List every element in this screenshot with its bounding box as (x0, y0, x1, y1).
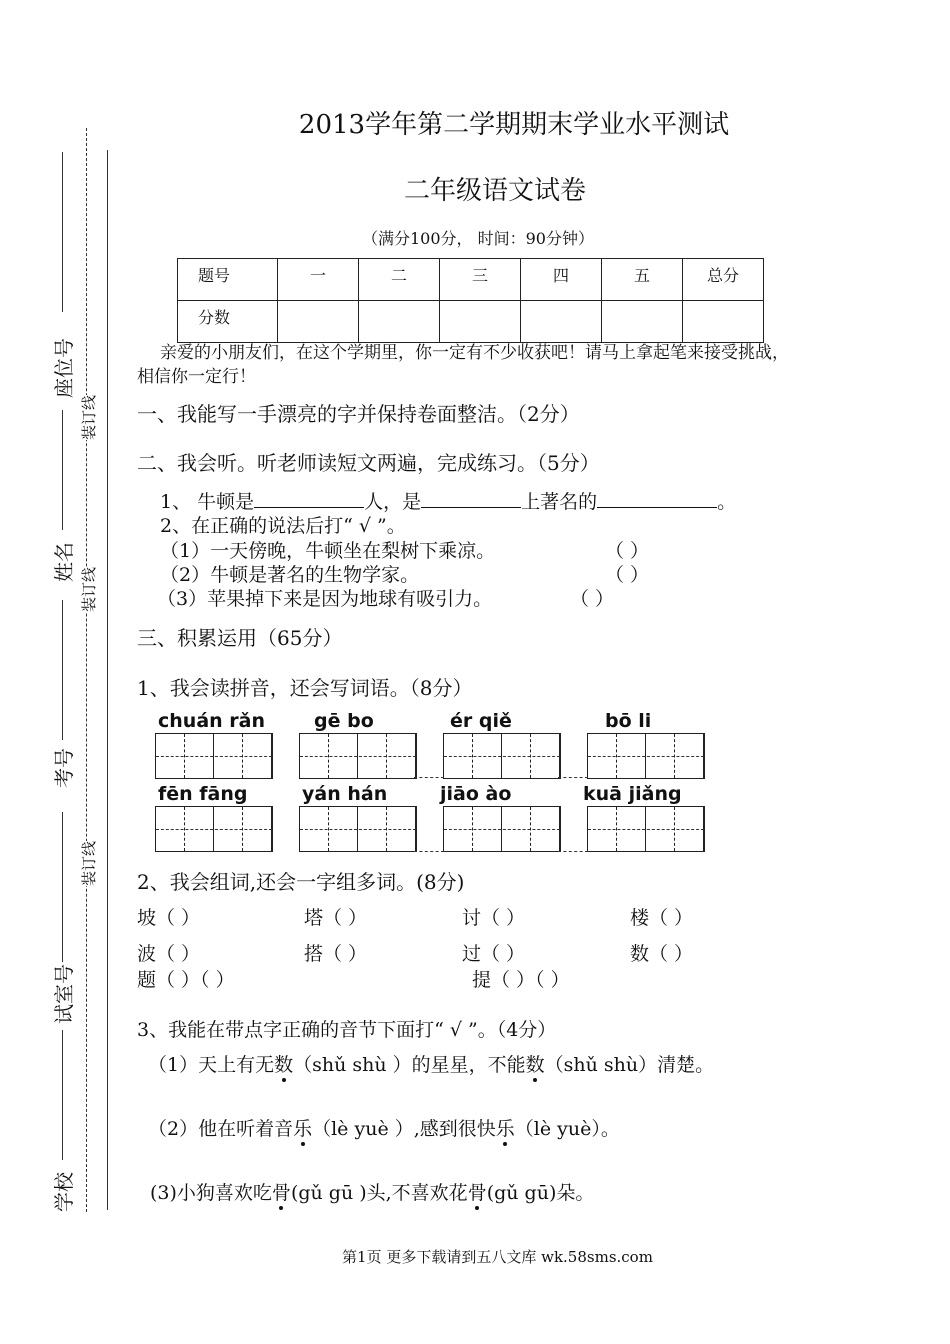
writing-grid[interactable] (443, 806, 561, 852)
section-2-q1 (160, 487, 736, 514)
q3-sentence-2 (148, 1114, 620, 1141)
score-entry-cell[interactable] (683, 301, 764, 343)
exam-title: 2013学年第二学期期末学业水平测试 (298, 110, 730, 140)
score-table-cell: 总分 (683, 259, 764, 301)
intro-line-1: 亲爱的小朋友们，在这个学期里，你一定有不少收获吧！请马上拿起笔来接受挑战， (160, 343, 789, 363)
statement-2-answer[interactable]: （ ） (605, 564, 650, 586)
statement-1: （1）一天傍晚，牛顿坐在梨树下乘凉。 (160, 540, 496, 562)
grid-joiner (558, 851, 588, 852)
dotted-char: 骨 (467, 1182, 487, 1204)
score-entry-cell[interactable] (521, 301, 602, 343)
exam-info: （满分100分， 时间：90分钟） (362, 229, 594, 248)
score-entry-cell[interactable] (359, 301, 440, 343)
exam-number-label: 考号 (52, 748, 76, 788)
q1-text-d: 。 (717, 491, 737, 513)
section-3-q1-title: 1、我会读拼音，还会写词语。（8分） (137, 676, 473, 700)
zuci-da[interactable]: 搭（ ） (304, 943, 368, 965)
name-label: 姓名 (52, 542, 76, 582)
writing-grid[interactable] (299, 733, 417, 779)
section-1-title: 一、我能写一手漂亮的字并保持卷面整洁。（2分） (137, 402, 580, 426)
zuci-shu[interactable]: 数（ ） (630, 943, 694, 965)
q3-s3-text-a: (3)小狗喜欢吃 (150, 1182, 272, 1204)
section-3-q2-title: 2、我会组词,还会一字组多词。(8分) (137, 870, 465, 894)
q1-blank-3[interactable] (597, 489, 717, 508)
score-row-label: 分数 (178, 301, 278, 343)
binding-solid-line (107, 150, 108, 1210)
statement-2: （2）牛顿是著名的生物学家。 (160, 564, 420, 586)
zuci-lou[interactable]: 楼（ ） (630, 907, 694, 929)
writing-grid[interactable] (443, 733, 561, 779)
section-2-title: 二、我会听。听老师读短文两遍，完成练习。（5分） (137, 451, 600, 475)
q3-sentence-1 (148, 1050, 714, 1077)
pinyin-ge-bo: gē bo (314, 710, 374, 732)
pinyin-yan-han: yán hán (302, 783, 388, 805)
writing-grid[interactable] (587, 806, 705, 852)
q3-s1-text-a: （1）天上有无 (148, 1054, 275, 1076)
q3-s3-text-b[interactable]: (gǔ gū )头,不喜欢花 (290, 1182, 468, 1204)
pinyin-jiao-ao: jiāo ào (440, 783, 512, 805)
school-write-line (62, 1030, 63, 1160)
binding-dashed-line (86, 128, 87, 1212)
q1-text-a: 1、 牛顿是 (160, 491, 255, 513)
score-table-cell: 三 (440, 259, 521, 301)
writing-grid[interactable] (299, 806, 417, 852)
page-footer: 第1页 更多下载请到五八文库 wk.58sms.com (342, 1248, 653, 1266)
writing-grid[interactable] (587, 733, 705, 779)
section-3-title: 三、积累运用（65分） (137, 626, 343, 650)
binding-line-label-1: 装订线 (80, 394, 98, 440)
zuci-po[interactable]: 坡（ ） (137, 907, 201, 929)
pinyin-chuan-ran: chuán rǎn (158, 710, 265, 732)
room-write-line (62, 812, 63, 962)
zuci-tao[interactable]: 讨（ ） (462, 907, 526, 929)
name-write-line (62, 410, 63, 530)
q3-sentence-3 (150, 1178, 594, 1205)
intro-line-2: 相信你一定行！ (137, 367, 256, 387)
score-table-score-row (178, 301, 764, 343)
score-table-cell: 题号 (178, 259, 278, 301)
dotted-char: 乐 (293, 1118, 313, 1140)
score-entry-cell[interactable] (602, 301, 683, 343)
zuci-ti-title[interactable]: 题（ ）（ ） (137, 969, 235, 991)
score-table-cell: 五 (602, 259, 683, 301)
grid-joiner (558, 777, 588, 778)
score-table (177, 258, 764, 343)
pinyin-er-qie: ér qiě (450, 710, 512, 732)
statement-3: （3）苹果掉下来是因为地球有吸引力。 (157, 588, 493, 610)
q3-s1-text-c[interactable]: （shǔ shù）清楚。 (544, 1054, 715, 1076)
section-3-q3-title: 3、我能在带点字正确的音节下面打“ √ ”。（4分） (137, 1019, 557, 1041)
zuci-ti-lift[interactable]: 提（ ）（ ） (472, 969, 570, 991)
school-label: 学校 (52, 1172, 76, 1212)
q3-s1-text-b[interactable]: （shǔ shù ）的星星，不能 (293, 1054, 526, 1076)
grid-joiner (414, 777, 444, 778)
writing-grid[interactable] (155, 733, 273, 779)
room-label: 试室号 (52, 964, 76, 1024)
score-table-cell: 二 (359, 259, 440, 301)
q1-blank-1[interactable] (254, 489, 364, 508)
q3-s2-text-a: （2）他在听着音 (148, 1118, 294, 1140)
score-table-cell: 四 (521, 259, 602, 301)
binding-line-label-3: 装订线 (80, 840, 98, 886)
q3-s2-text-b[interactable]: （lè yuè ）,感到很快 (312, 1118, 496, 1140)
binding-line-label-2: 装订线 (80, 566, 98, 612)
dotted-char: 数 (274, 1054, 294, 1076)
q3-s2-text-c[interactable]: （lè yuè）。 (514, 1118, 620, 1140)
q3-s3-text-c[interactable]: (gǔ gū)朵。 (486, 1182, 595, 1204)
paper-subtitle: 二年级语文试卷 (403, 176, 586, 206)
statement-1-answer[interactable]: （ ） (605, 540, 650, 562)
grid-joiner (414, 851, 444, 852)
seat-label: 座位号 (52, 338, 76, 398)
zuci-bo[interactable]: 波（ ） (137, 943, 201, 965)
dotted-char: 数 (525, 1054, 545, 1076)
statement-3-answer[interactable]: （ ） (570, 588, 615, 610)
pinyin-kua-jiang: kuā jiǎng (583, 783, 682, 805)
score-entry-cell[interactable] (440, 301, 521, 343)
writing-grid[interactable] (155, 806, 273, 852)
q1-text-c: 上著名的 (521, 491, 598, 513)
section-2-q2: 2、在正确的说法后打“ √ ”。 (160, 515, 406, 537)
q1-text-b: 人，是 (364, 491, 422, 513)
pinyin-fen-fang: fēn fāng (158, 783, 248, 805)
pinyin-bo-li: bō li (605, 710, 652, 732)
dotted-char: 乐 (495, 1118, 515, 1140)
zuci-ta[interactable]: 塔（ ） (304, 907, 368, 929)
dotted-char: 骨 (271, 1182, 291, 1204)
zuci-guo[interactable]: 过（ ） (462, 943, 526, 965)
score-table-cell: 一 (278, 259, 359, 301)
exam-number-write-line (62, 600, 63, 740)
score-table-header-row (178, 259, 764, 301)
score-entry-cell[interactable] (278, 301, 359, 343)
q1-blank-2[interactable] (421, 489, 521, 508)
